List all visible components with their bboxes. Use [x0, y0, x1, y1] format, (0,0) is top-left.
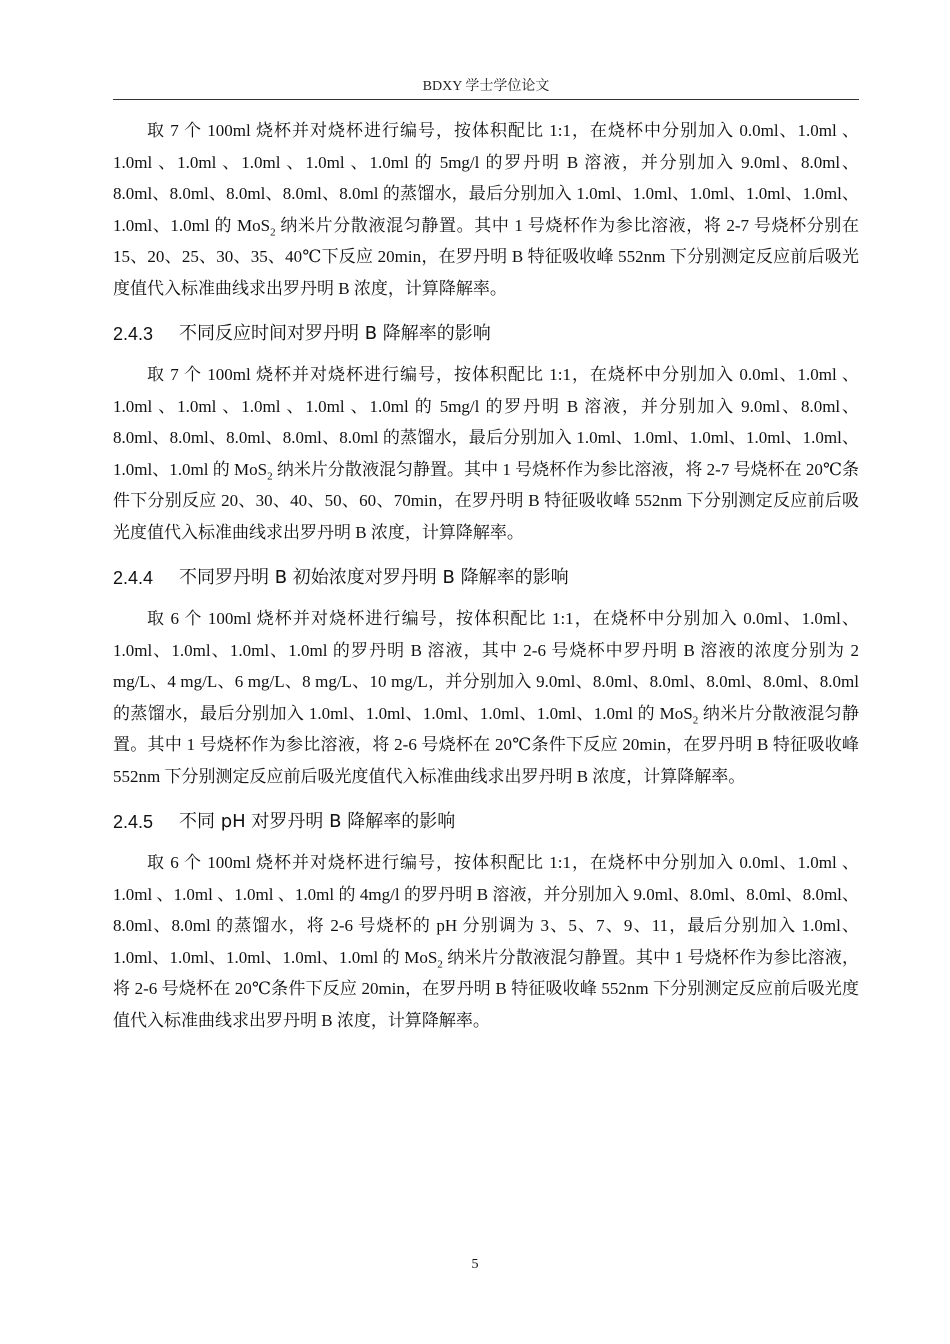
page-number: 5 — [471, 1257, 479, 1272]
paragraph-ph-method — [113, 847, 859, 1036]
section-heading-2-4-4 — [113, 566, 859, 590]
subscript: 2 — [270, 225, 276, 238]
section-title: 不同反应时间对罗丹明 B 降解率的影响 — [179, 323, 491, 344]
running-header: BDXY 学士学位论文 — [422, 79, 550, 94]
paragraph-text: 纳米片分散液混匀静置。其中 1 号烧杯作为参比溶液，将 2-7 号烧杯在 20℃条件下分别反应 20、30、40、50、60、70min，在罗丹明 B 特征吸收峰 552nm 下分别测定反应前后吸光度值代入标准曲线求出罗丹明 B 浓度，计算降解率。 — [113, 459, 859, 542]
section-heading-2-4-5 — [113, 810, 859, 834]
page-body — [113, 115, 859, 1036]
paragraph-reaction-time-method — [113, 359, 859, 548]
section-number: 2.4.3 — [113, 324, 154, 344]
paragraph-text: 取 7 个 100ml 烧杯并对烧杯进行编号，按体积配比 1:1，在烧杯中分别加入 0.0ml、1.0ml 、1.0ml 、1.0ml 、1.0ml 、1.0ml 、1.0ml 的 5mg/l 的罗丹明 B 溶液，并分别加入 9.0ml、8.0ml、8.0ml、8.0ml、8.0ml、8.0ml、8.0ml 的蒸馏水，最后分别加入 1.0ml、1.0ml、1.0ml、1.0ml、1.0ml、1.0ml、1.0ml 的 MoS — [113, 365, 859, 479]
header-rule — [113, 99, 859, 100]
paragraph-text: 纳米片分散液混匀静置。其中 1 号烧杯作为参比溶液，将 2-6 号烧杯在 20℃条件下反应 20min，在罗丹明 B 特征吸收峰 552nm 下分别测定反应前后吸光度值代入标准曲线求出罗丹明 B 浓度，计算降解率。 — [113, 947, 859, 1030]
section-number: 2.4.4 — [113, 568, 154, 588]
paragraph-text: 取 6 个 100ml 烧杯并对烧杯进行编号，按体积配比 1:1，在烧杯中分别加入 0.0ml、1.0ml 、1.0ml 、1.0ml 、1.0ml 、1.0ml 的 4mg/l 的罗丹明 B 溶液，并分别加入 9.0ml、8.0ml、8.0ml、8.0ml、8.0ml、8.0ml 的蒸馏水，将 2-6 号烧杯的 pH 分别调为 3、5、7、9、11，最后分别加入 1.0ml、1.0ml、1.0ml、1.0ml、1.0ml、1.0ml 的 MoS — [113, 853, 859, 967]
paragraph-text: 取 6 个 100ml 烧杯并对烧杯进行编号，按体积配比 1:1，在烧杯中分别加入 0.0ml、1.0ml、1.0ml、1.0ml、1.0ml、1.0ml 的罗丹明 B 溶液，其中 2-6 号烧杯中罗丹明 B 溶液的浓度分别为 2 mg/L、4 mg/L、6 mg/L、8 mg/L、10 mg/L，并分别加入 9.0ml、8.0ml、8.0ml、8.0ml、8.0ml、8.0ml 的蒸馏水，最后分别加入 1.0ml、1.0ml、1.0ml、1.0ml、1.0ml、1.0ml 的 MoS — [113, 609, 859, 723]
paragraph-text: 纳米片分散液混匀静置。其中 1 号烧杯作为参比溶液，将 2-6 号烧杯在 20℃条件下反应 20min，在罗丹明 B 特征吸收峰 552nm 下分别测定反应前后吸光度值代入标准曲线求出罗丹明 B 浓度，计算降解率。 — [113, 703, 860, 786]
subscript: 2 — [437, 957, 443, 970]
section-number: 2.4.5 — [113, 812, 154, 832]
section-title: 不同罗丹明 B 初始浓度对罗丹明 B 降解率的影响 — [179, 567, 569, 588]
subscript: 2 — [267, 469, 273, 482]
paragraph-text: 取 7 个 100ml 烧杯并对烧杯进行编号，按体积配比 1:1，在烧杯中分别加入 0.0ml、1.0ml 、1.0ml 、1.0ml 、1.0ml 、1.0ml 、1.0ml 的 5mg/l 的罗丹明 B 溶液，并分别加入 9.0ml、8.0ml、8.0ml、8.0ml、8.0ml、8.0ml、8.0ml 的蒸馏水，最后分别加入 1.0ml、1.0ml、1.0ml、1.0ml、1.0ml、1.0ml、1.0ml 的 MoS — [113, 121, 859, 235]
section-title: 不同 pH 对罗丹明 B 降解率的影响 — [179, 811, 456, 832]
section-heading-2-4-3 — [113, 322, 859, 346]
subscript: 2 — [692, 713, 699, 726]
paragraph-text: 纳米片分散液混匀静置。其中 1 号烧杯作为参比溶液，将 2-7 号烧杯分别在 15、20、25、30、35、40℃下反应 20min，在罗丹明 B 特征吸收峰 552nm 下分别测定反应前后吸光度值代入标准曲线求出罗丹明 B 浓度，计算降解率。 — [113, 215, 859, 298]
paragraph-initial-concentration-method — [113, 603, 859, 792]
paragraph-temperature-method — [113, 115, 859, 304]
